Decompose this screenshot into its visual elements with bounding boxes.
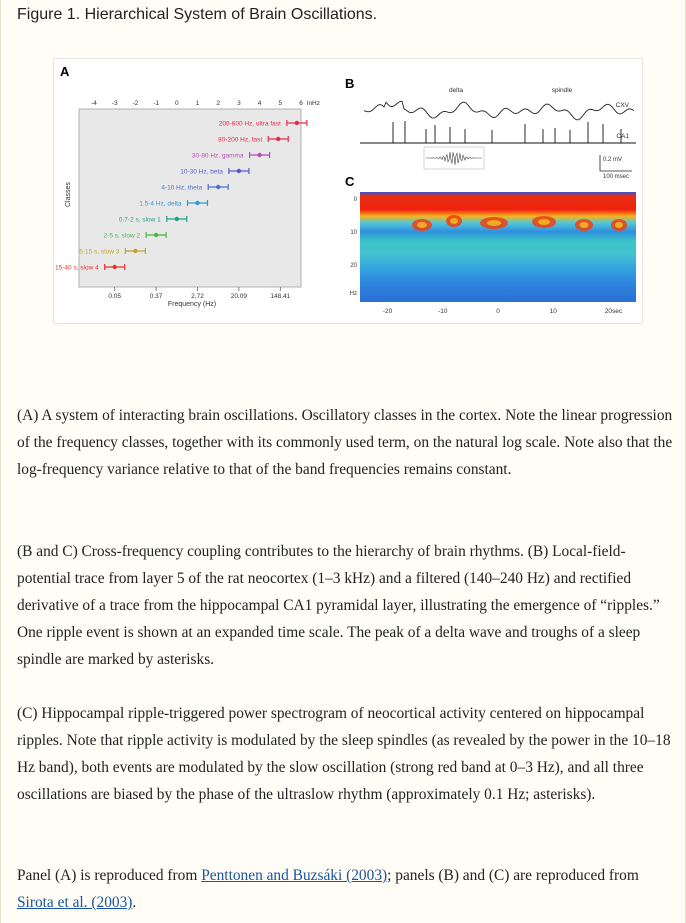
panel-a-ln-ticks — [91, 100, 320, 107]
caption-credits — [17, 862, 677, 916]
class-center-marker — [195, 201, 199, 205]
panel-a-hz-ticks — [108, 287, 290, 300]
figure-image — [53, 58, 643, 324]
ln-tick-label: 5 — [278, 100, 283, 107]
panel-a-y-label: Classes — [65, 182, 72, 207]
ln-tick-label: 0 — [174, 100, 179, 107]
figure-title: Figure 1. Hierarchical System of Brain Oscillations. — [17, 6, 378, 23]
class-center-marker — [276, 137, 280, 141]
panel-c-y-ticks — [350, 197, 358, 297]
hz-tick-label: 0.05 — [108, 293, 122, 300]
panel-b-ca1-trace — [360, 121, 636, 143]
panel-b-ca1-label: CA1 — [616, 133, 629, 140]
class-label: 15-40 s, slow 4 — [54, 264, 99, 272]
panel-a-x-label: Frequency (Hz) — [167, 301, 217, 308]
ln-tick-label: 6 — [299, 100, 303, 107]
class-center-marker — [295, 121, 299, 125]
class-label: 10-30 Hz, beta — [180, 168, 223, 176]
caption-paragraph-c: (C) Hippocampal ripple-triggered power spectrogram of neocortical activity centered on hippocampal ripples. Note that ripple activity is modulated by the sleep spindles (as revealed by the power in the 10–18 Hz band), both events are modulated by the slow oscillation (strong red band at 0–3 Hz), and all three oscillations are biased by the phase of the ultraslow rhythm (approximately 0.1 Hz; asterisks). — [17, 705, 671, 803]
class-label: 2-5 s, slow 2 — [103, 232, 141, 240]
spec-y-tick: 0 — [353, 197, 357, 203]
panel-b-cxv-trace — [364, 101, 634, 120]
spec-y-tick: 10 — [350, 230, 357, 236]
class-center-marker — [154, 233, 158, 237]
hz-tick-label: 0.37 — [149, 293, 163, 300]
spindle-blob-core — [417, 222, 427, 228]
panel-b-scale-mv: 0.2 mV — [603, 157, 623, 163]
class-center-marker — [133, 249, 137, 253]
spec-x-tick: 20 — [604, 308, 613, 315]
spec-y-tick: Hz — [349, 291, 357, 297]
spec-y-tick: 20 — [350, 263, 357, 269]
panel-b-letter: B — [345, 76, 355, 91]
class-label: 1.5-4 Hz, delta — [139, 200, 182, 208]
ln-tick-label: -2 — [132, 100, 139, 107]
class-label: 30-80 Hz, gamma — [191, 152, 244, 160]
spindle-blob-core — [487, 220, 501, 226]
ln-tick-label: -1 — [153, 100, 159, 107]
class-center-marker — [257, 153, 261, 157]
class-label: 4-10 Hz, theta — [161, 184, 203, 192]
class-label: 5-15 s, slow 3 — [79, 248, 120, 256]
class-center-marker — [237, 169, 241, 173]
ln-tick-label: 4 — [257, 100, 262, 107]
figure-svg — [54, 59, 642, 323]
spec-x-tick: 0 — [496, 308, 500, 315]
credits-text-3: . — [132, 894, 137, 911]
class-center-marker — [216, 185, 220, 189]
spec-x-tick: -10 — [438, 308, 448, 315]
credits-text-1: Panel (A) is reproduced from — [17, 867, 202, 884]
caption-paragraph-a: (A) A system of interacting brain oscillations. Oscillatory classes in the cortex. Note the linear progression of the frequency classes, together with its commonly used term, on the natural log scale. Note also that the log-frequency variance relative to that of the band frequencies remains constant. — [17, 407, 673, 478]
panel-a-letter: A — [60, 64, 70, 79]
spindle-blob-core — [538, 219, 550, 225]
ln-tick-label: -4 — [91, 100, 97, 107]
panel-c-spectrogram — [360, 192, 636, 302]
class-label: 0.7-2 s, slow 1 — [118, 216, 161, 224]
spec-x-tick: 10 — [549, 308, 557, 315]
panel-b-spindle-label: spindle — [551, 87, 573, 94]
class-label: 80-200 Hz, fast — [218, 136, 263, 144]
ln-tick-label: 2 — [216, 100, 221, 107]
ln-tick-label: -3 — [111, 100, 118, 107]
spec-x-tick: -20 — [382, 308, 393, 315]
spindle-blob-core — [450, 218, 458, 224]
panel-b-delta-label: delta — [448, 87, 464, 94]
panel-a-plot-frame — [79, 109, 301, 287]
hz-tick-label: 2.72 — [191, 293, 204, 300]
spindle-blob-core — [580, 222, 589, 228]
caption-paragraph-bc: (B and C) Cross-frequency coupling contributes to the hierarchy of brain rhythms. (B) Local-field-potential trace from layer 5 of the rat neocortex (1–3 kHz) and a filtered (140–240 Hz) and rectified derivative of a trace from the hippocampal CA1 pyramidal layer, illustrating the emergence of “ripples.” One ripple event is shown at an expanded time scale. The peak of a delta wave and troughs of a sleep spindle are marked by asterisks. — [17, 543, 660, 668]
ln-unit-label: lnHz — [307, 100, 321, 107]
class-label: 200-600 Hz, ultra fast — [218, 120, 281, 128]
penttonen-buzsaki-link[interactable]: Penttonen and Buzsáki (2003) — [201, 867, 388, 884]
panel-b-cxv-label: CXV — [615, 102, 629, 109]
hz-tick-label: 20.09 — [230, 293, 248, 300]
credits-text-2: ; panels (B) and (C) are reproduced from — [387, 867, 639, 884]
panel-c-x-ticks — [383, 308, 613, 315]
panel-c-x-unit: sec — [612, 308, 623, 315]
class-center-marker — [175, 217, 179, 221]
spindle-blob-core — [615, 222, 623, 228]
sirota-link[interactable]: Sirota et al. (2003) — [17, 894, 133, 911]
panel-b-scale-ms: 100 msec — [603, 174, 630, 180]
ln-tick-label: 1 — [195, 100, 200, 107]
hz-tick-label: 148.41 — [270, 293, 291, 300]
ln-tick-label: 3 — [237, 100, 241, 107]
class-center-marker — [113, 265, 117, 269]
panel-c-letter: C — [345, 174, 355, 189]
